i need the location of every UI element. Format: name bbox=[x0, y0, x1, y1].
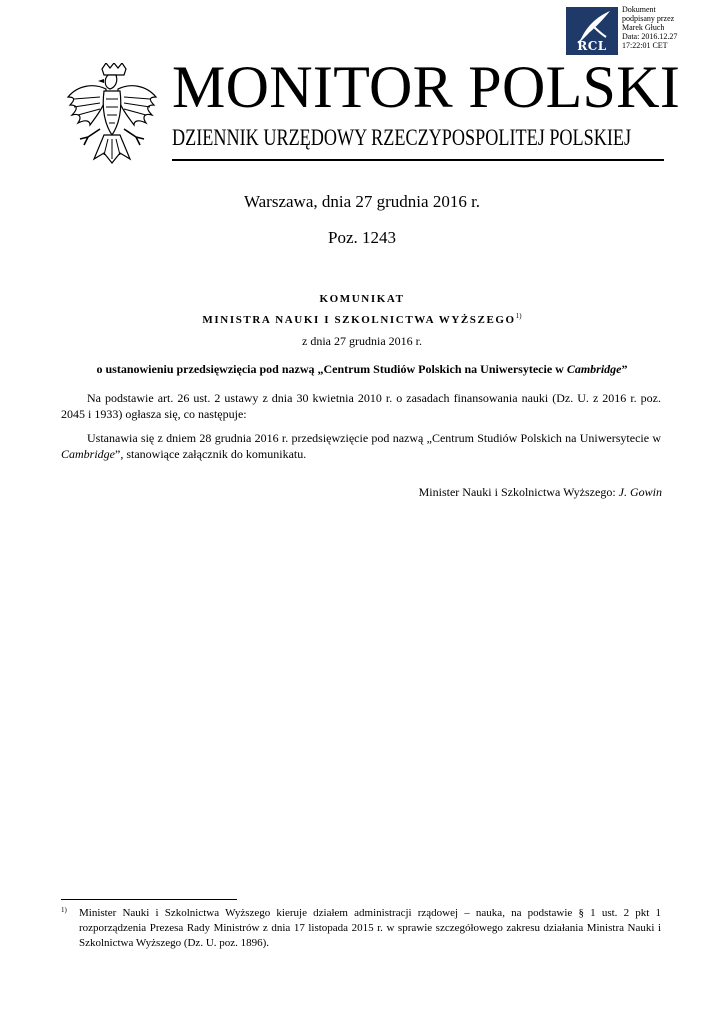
footnote-divider bbox=[61, 899, 237, 900]
paragraph-italic: Cambridge bbox=[61, 447, 115, 461]
rcl-logo-text: RCL bbox=[577, 39, 607, 53]
paragraph-text-end: ”, stanowiące załącznik do komunikatu. bbox=[115, 447, 307, 461]
polish-eagle-emblem bbox=[64, 63, 160, 167]
masthead-divider bbox=[172, 159, 664, 161]
footnote-text: Minister Nauki i Szkolnictwa Wyższego kieruje działem administracji rządowej – nauka, na podstawie § 1 ust. 2 pkt 1 rozporządzenia Prezesa Rady Ministrów z dnia 17 listopada 2015 r. w sprawie szczegółowego zakresu działania Ministra Nauki i Szkolnictwa Wyższego (Dz. U. poz. 1896). bbox=[79, 907, 661, 949]
document-subject bbox=[0, 362, 724, 377]
masthead-title: MONITOR POLSKI bbox=[172, 54, 681, 120]
signature-details: Dokument podpisany przez Marek Głuch Data: 2016.12.27 17:22:01 CET bbox=[622, 5, 678, 50]
signatory-title: Minister Nauki i Szkolnictwa Wyższego: bbox=[418, 485, 619, 499]
document-issuer bbox=[0, 312, 724, 326]
subject-closing-quote: ” bbox=[621, 362, 628, 376]
footnote-mark: 1) bbox=[61, 906, 67, 914]
issue-position: Poz. 1243 bbox=[328, 228, 396, 247]
signatory bbox=[419, 485, 662, 500]
document-date: z dnia 27 grudnia 2016 r. bbox=[302, 334, 422, 348]
paragraph-legal-basis: Na podstawie art. 26 ust. 2 ustawy z dnia 30 kwietnia 2010 r. o zasadach finansowania nauki (Dz. U. z 2016 r. poz. 2045 i 1933) ogłasza się, co następuje: bbox=[61, 391, 661, 421]
paragraph-establishment bbox=[61, 430, 661, 462]
signatory-name: J. Gowin bbox=[618, 485, 662, 499]
subject-italic: Cambridge bbox=[566, 362, 622, 376]
paragraph-text: Ustanawia się z dniem 28 grudnia 2016 r. przedsięwzięcie pod nazwą „Centrum Studiów Polskich na Uniwersytecie w bbox=[87, 431, 661, 445]
document-type: KOMUNIKAT bbox=[319, 293, 405, 305]
rcl-signature-logo bbox=[566, 7, 618, 55]
issuer-footnote-ref: 1) bbox=[515, 312, 522, 320]
subject-text: o ustanowieniu przedsięwzięcia pod nazwą „Centrum Studiów Polskich na Uniwersytecie w bbox=[96, 362, 567, 376]
issuer-name: MINISTRA NAUKI I SZKOLNICTWA WYŻSZEGO bbox=[202, 314, 516, 326]
issue-place-date: Warszawa, dnia 27 grudnia 2016 r. bbox=[243, 192, 481, 211]
masthead-subtitle: DZIENNIK URZĘDOWY RZECZYPOSPOLITEJ POLSKIEJ bbox=[172, 125, 632, 150]
